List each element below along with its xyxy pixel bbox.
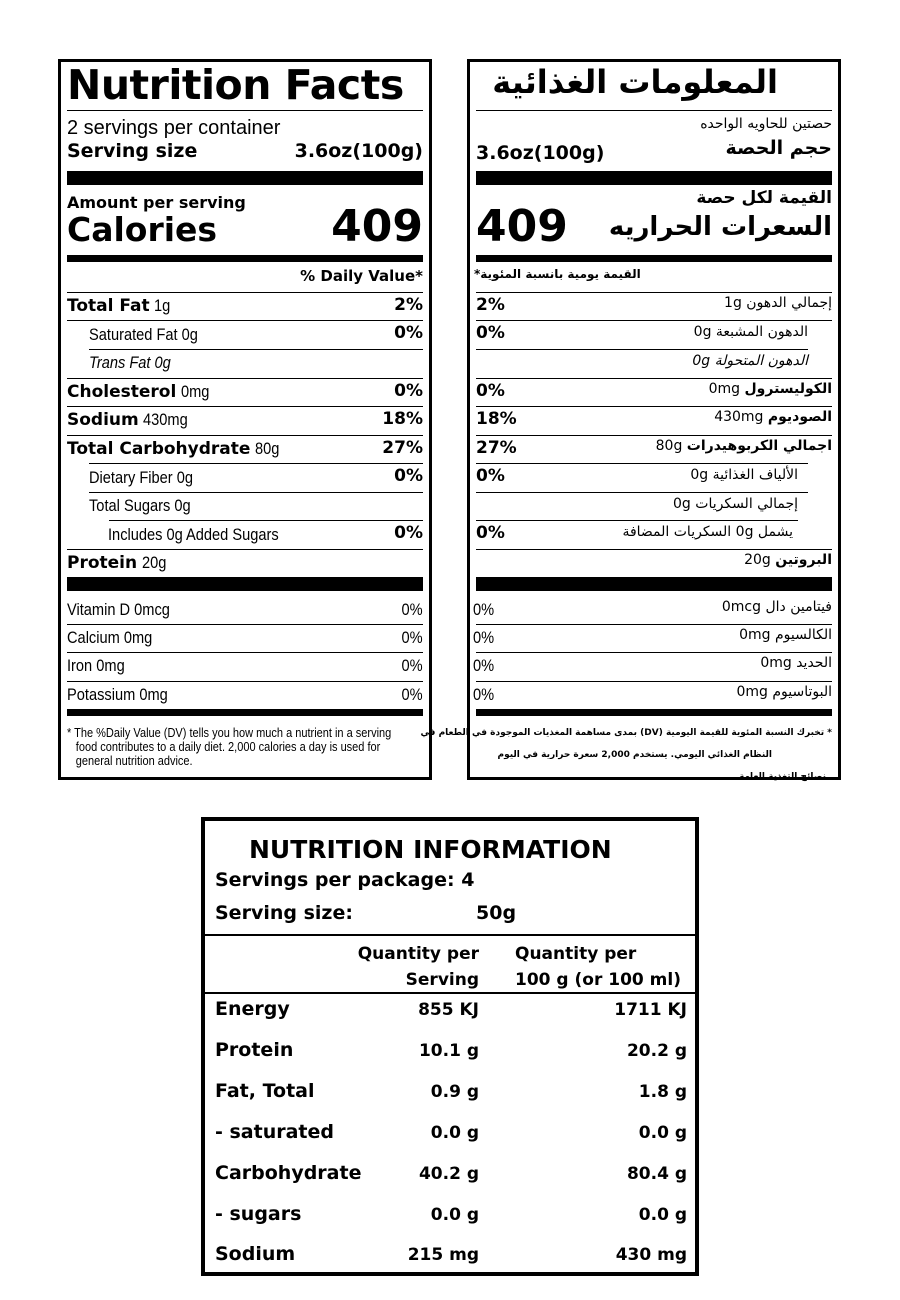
nutrient-name: الألياف الغذائية	[712, 467, 798, 483]
vitamin-amount: 0mg	[736, 684, 768, 700]
row-line	[476, 549, 832, 550]
row-per-100g: 80.4 g	[626, 1164, 687, 1184]
row-line	[476, 463, 808, 464]
nutrient-dv: 27%	[382, 438, 423, 458]
header-divider	[205, 934, 695, 936]
vitamin-dv: 0%	[401, 628, 423, 647]
vitamin-amount: 0mg	[739, 627, 771, 643]
row-per-100g: 20.2 g	[626, 1041, 687, 1061]
row-name: - sugars	[215, 1203, 302, 1225]
nutrient-name: الدهون المتحولة	[714, 353, 808, 369]
nutrient-name: الدهون المشبعة	[715, 324, 808, 340]
vitamin-name: فيتامين دال	[765, 599, 832, 615]
row-line	[476, 652, 832, 653]
nutrient-name: اجمالي الكربوهيدرات	[686, 438, 832, 454]
divider	[67, 110, 423, 111]
vitamin-dv: 0%	[473, 685, 495, 704]
nutrient-name: Includes 0g Added Sugars	[108, 525, 279, 544]
col-header-line: Quantity per	[357, 944, 479, 964]
row-name: Carbohydrate	[215, 1162, 362, 1184]
row-line	[67, 378, 423, 379]
nutrient-row	[67, 440, 283, 458]
row-name: Fat, Total	[215, 1080, 315, 1102]
daily-value-header: القيمة يومية بانسبة المئوية*	[474, 267, 641, 281]
footnote	[67, 726, 391, 768]
col-header-per-100g	[515, 941, 681, 993]
row-per-100g: 1711 KJ	[614, 1000, 687, 1020]
row-line	[67, 435, 423, 436]
nutrient-dv: 0%	[394, 466, 423, 486]
nutrient-amount: 80g	[655, 438, 683, 454]
nutrient-row	[67, 554, 170, 572]
servings-per-container: حصتين للحاويه الواحده	[700, 116, 832, 132]
nutrient-row	[67, 297, 173, 315]
nutrient-name: إجمالي السكريات	[695, 496, 798, 512]
row-line	[67, 681, 423, 682]
nutrient-row	[692, 354, 808, 368]
nutrient-row	[690, 468, 798, 482]
row-line	[476, 349, 808, 350]
nutrient-dv: 0%	[476, 466, 505, 486]
nutrient-name: Total Fat	[67, 296, 150, 316]
servings-per-container: 2 servings per container	[67, 117, 281, 139]
footnote-line: * تخبرك النسبة المئوية للقيمة اليومية (DV) بمدى مساهمة المغذيات الموجودة في الطعام في	[420, 728, 832, 738]
nutrient-name: Total Sugars 0g	[89, 496, 191, 515]
row-per-serving: 40.2 g	[418, 1164, 479, 1184]
nutrition-facts-title: Nutrition Facts	[67, 61, 404, 109]
serving-size-label: Serving size	[67, 140, 198, 162]
row-per-serving: 0.0 g	[430, 1205, 479, 1225]
nutrient-row	[724, 296, 832, 310]
nutrient-name: Saturated Fat 0g	[89, 325, 198, 344]
vitamin-name: الحديد	[796, 655, 832, 671]
row-line	[476, 492, 808, 493]
nutrient-row	[709, 382, 832, 396]
row-per-serving: 10.1 g	[418, 1041, 479, 1061]
row-line	[67, 549, 423, 550]
nutrient-amount: 0g	[673, 496, 691, 512]
row-line	[67, 624, 423, 625]
nutrient-row	[67, 411, 195, 429]
medium-divider	[67, 255, 423, 262]
nutrient-row	[673, 497, 798, 511]
footnote-line: نصائح التغذية العامة.	[735, 772, 826, 782]
vitamin-name: البوتاسيوم	[772, 684, 832, 700]
row-line	[67, 406, 423, 407]
divider	[476, 110, 832, 111]
row-name: Protein	[215, 1039, 294, 1061]
nutrient-row	[67, 383, 214, 401]
calories-label: Calories	[67, 210, 218, 249]
vitamin-name: Iron 0mg	[67, 656, 125, 675]
row-name: Energy	[215, 998, 290, 1020]
nutrient-amount: 80g	[254, 439, 280, 458]
serving-size-value: 3.6oz(100g)	[476, 142, 605, 164]
row-per-serving: 0.9 g	[430, 1082, 479, 1102]
row-name: Sodium	[215, 1243, 296, 1265]
vitamin-dv: 0%	[401, 656, 423, 675]
nutrient-name: الكوليسترول	[744, 381, 832, 397]
vitamin-dv: 0%	[401, 685, 423, 704]
nutrient-name: Total Carbohydrate	[67, 439, 251, 459]
nutrient-dv: 2%	[394, 295, 423, 315]
vitamin-amount: 0mg	[760, 655, 792, 671]
vitamin-dv: 0%	[401, 600, 423, 619]
vitamin-dv: 0%	[473, 628, 495, 647]
vitamin-name: الكالسيوم	[774, 627, 832, 643]
serving-size-value: 3.6oz(100g)	[294, 140, 423, 162]
medium-divider	[476, 255, 832, 262]
row-line	[89, 492, 423, 493]
row-line	[89, 349, 423, 350]
nutrient-dv: 0%	[476, 323, 505, 343]
nutrient-name: Cholesterol	[67, 382, 177, 402]
nutrient-dv: 18%	[382, 409, 423, 429]
nutrition-information-title: NUTRITION INFORMATION	[249, 835, 612, 864]
nutrient-dv: 0%	[394, 523, 423, 543]
footnote	[420, 722, 832, 788]
row-per-100g: 1.8 g	[638, 1082, 687, 1102]
col-header-line: Quantity per	[515, 944, 637, 964]
thick-divider	[476, 171, 832, 185]
row-line	[109, 520, 423, 521]
nutrient-amount: 1g	[154, 296, 171, 315]
col-header-line: Serving	[405, 970, 479, 990]
daily-value-header: % Daily Value*	[300, 267, 423, 285]
nutrient-dv: 0%	[394, 381, 423, 401]
nutrient-amount: 0mg	[708, 381, 741, 397]
footnote-line: general nutrition advice.	[75, 754, 193, 768]
nutrient-name: Trans Fat 0g	[89, 353, 171, 372]
nutrition-facts-arabic	[420, 59, 841, 782]
row-line	[476, 624, 832, 625]
row-per-100g: 0.0 g	[638, 1205, 687, 1225]
medium-divider	[67, 709, 423, 716]
nutrient-amount: 430mg	[143, 410, 188, 429]
medium-divider	[476, 709, 832, 716]
calories-value: 409	[331, 201, 423, 252]
row-line	[476, 520, 798, 521]
footnote-line: food contributes to a daily diet. 2,000 calories a day is used for	[75, 740, 381, 754]
nutrient-row	[694, 325, 808, 339]
nutrient-dv: 0%	[394, 323, 423, 343]
row-per-serving: 215 mg	[407, 1245, 479, 1265]
row-per-100g: 0.0 g	[638, 1123, 687, 1143]
nutrient-dv: 27%	[476, 438, 517, 458]
footnote-line: * The %Daily Value (DV) tells you how much a nutrient in a serving	[67, 726, 392, 740]
row-line	[476, 292, 832, 293]
nutrition-information-panel	[201, 817, 699, 1276]
thick-divider	[476, 577, 832, 591]
nutrient-dv: 0%	[476, 523, 505, 543]
row-line	[89, 463, 423, 464]
vitamin-row	[736, 685, 832, 699]
row-line	[476, 435, 832, 436]
row-line	[476, 681, 832, 682]
nutrient-amount: 430mg	[714, 409, 764, 425]
calories-value: 409	[476, 201, 568, 252]
nutrient-amount: 20g	[141, 553, 166, 572]
col-header-line: 100 g (or 100 ml)	[515, 970, 681, 990]
nutrient-dv: 18%	[476, 409, 517, 429]
header-divider	[205, 992, 695, 994]
nutrient-name: Sodium	[67, 410, 139, 430]
servings-per-package: Servings per package: 4	[215, 869, 475, 891]
vitamin-row	[722, 600, 832, 614]
nutrient-row	[714, 410, 832, 424]
nutrient-dv: 2%	[476, 295, 505, 315]
nutrient-row	[656, 439, 832, 453]
vitamin-name: Potassium 0mg	[67, 685, 168, 704]
nutrient-name: إجمالي الدهون	[746, 295, 832, 311]
row-line	[476, 320, 832, 321]
row-line	[67, 292, 423, 293]
nutrition-facts-english	[58, 59, 432, 780]
nutrient-name: الصوديوم	[767, 409, 832, 425]
serving-size-label: Serving size:	[215, 902, 353, 924]
nutrient-name: Dietary Fiber 0g	[89, 468, 194, 487]
row-name: - saturated	[215, 1121, 335, 1143]
nutrient-amount: 0mg	[180, 382, 210, 401]
nutrient-amount: 20g	[744, 552, 771, 568]
calories-label: السعرات الحراريه	[608, 212, 832, 242]
vitamin-name: Vitamin D 0mcg	[67, 600, 170, 619]
nutrient-amount: 0g	[693, 324, 712, 340]
nutrient-amount: 1g	[724, 295, 742, 311]
row-line	[67, 320, 423, 321]
vitamin-name: Calcium 0mg	[67, 628, 153, 647]
nutrient-name: يشمل 0g السكريات المضافة	[622, 524, 793, 540]
row-line	[67, 652, 423, 653]
vitamin-amount: 0mcg	[721, 599, 761, 615]
amount-per-serving: القيمة لكل حصة	[696, 188, 832, 208]
thick-divider	[67, 171, 423, 185]
footnote-line: النظام الغذائي اليومي. يستخدم 2,000 سعرة حرارية في اليوم	[497, 750, 772, 760]
thick-divider	[67, 577, 423, 591]
amount-per-serving: Amount per serving	[67, 193, 246, 212]
nutrient-amount: 0g	[690, 467, 709, 483]
serving-size-value: 50g	[476, 902, 517, 924]
arabic-title: المعلومات الغذائية	[492, 63, 778, 101]
serving-size-label: حجم الحصة	[725, 137, 832, 159]
nutrient-amount: 0g	[692, 353, 711, 369]
vitamin-dv: 0%	[473, 656, 495, 675]
vitamin-row	[760, 656, 832, 670]
nutrient-dv: 0%	[476, 381, 505, 401]
nutrient-name: Protein	[67, 553, 138, 573]
row-line	[476, 378, 832, 379]
row-line	[476, 406, 832, 407]
vitamin-dv: 0%	[473, 600, 495, 619]
row-per-100g: 430 mg	[615, 1245, 687, 1265]
row-per-serving: 0.0 g	[430, 1123, 479, 1143]
vitamin-row	[739, 628, 832, 642]
row-per-serving: 855 KJ	[418, 1000, 479, 1020]
nutrient-row	[744, 553, 832, 567]
col-header-per-serving	[358, 941, 479, 993]
nutrient-name: البروتين	[775, 552, 832, 568]
